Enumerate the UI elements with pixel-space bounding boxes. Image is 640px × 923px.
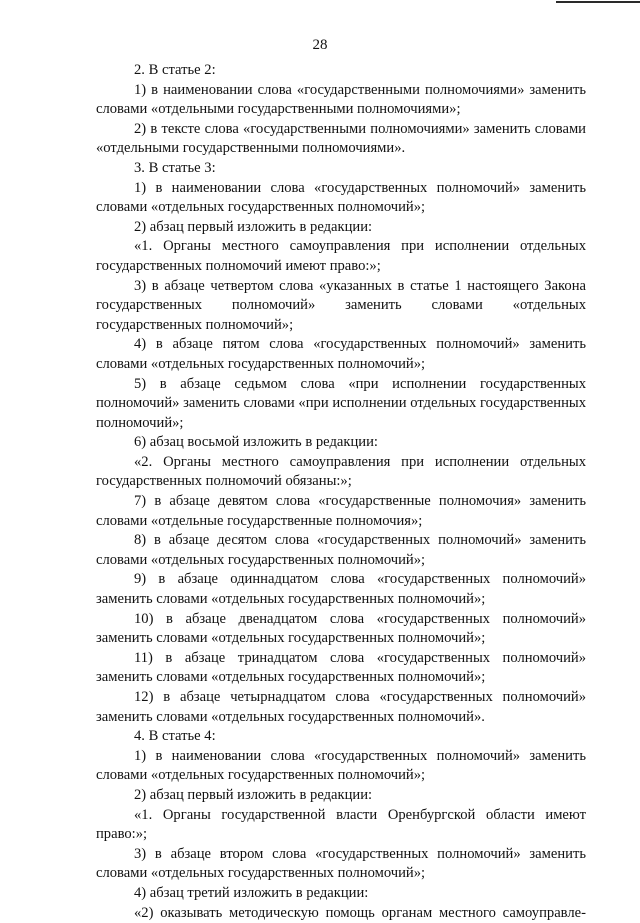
paragraph: 4) в абзаце пятом слова «государственных полномочий» заменить словами «отдельных государственных полномочий»; (96, 336, 586, 372)
paragraph: 2) абзац первый изложить в редакции: (134, 786, 373, 803)
paragraph: 1) в наименовании слова «государственных полномочий» заменить словами «отдельных государственных полномочий»; (96, 179, 586, 216)
page-number: 28 (312, 37, 328, 53)
paragraph: «2. Органы местного самоуправления при исполнении отдельных государственных полномочий обязаны:»; (96, 453, 586, 490)
paragraph-continued: «2) оказывать методическую помощь органам местного самоуправле- (134, 904, 586, 921)
paragraph: 1) в наименовании слова «государственными полномочиями» заменить словами «отдельными государственными полномочиями»; (96, 81, 586, 118)
paragraph: 3) в абзаце четвертом слова «указанных в статье 1 настоящего Закона государственных полномочий» заменить словами «отдельных государственных полномочий»; (96, 277, 586, 333)
paragraph: 2. В статье 2: (134, 62, 216, 78)
paragraph: 12) в абзаце четырнадцатом слова «государственных полномочий» заменить словами «отдельных государственных полномочий». (96, 689, 586, 725)
paragraph: 10) в абзаце двенадцатом слова «государственных полномочий» заменить словами «отдельных государственных полномочий»; (96, 610, 586, 647)
document-body (96, 61, 586, 923)
paragraph: 7) в абзаце девятом слова «государственные полномочия» заменить словами «отдельные государственные полномочия»; (96, 493, 586, 529)
top-border-line (556, 1, 640, 3)
paragraph: 3. В статье 3: (134, 159, 216, 176)
paragraph: «1. Органы местного самоуправления при исполнении отдельных государственных полномочий имеют право:»; (96, 238, 586, 274)
paragraph: «1. Органы государственной власти Оренбургской области имеют право:»; (96, 806, 586, 843)
paragraph: 9) в абзаце одиннадцатом слова «государственных полномочий» заменить словами «отдельных государственных полномочий»; (96, 571, 586, 608)
paragraph: 2) в тексте слова «государственными полномочиями» заменить словами «отдельными государственными полномочиями». (96, 120, 586, 157)
paragraph: 11) в абзаце тринадцатом слова «государственных полномочий» заменить словами «отдельных государственных полномочий»; (96, 649, 586, 686)
paragraph: 4) абзац третий изложить в редакции: (134, 884, 369, 901)
top-border (0, 0, 640, 3)
paragraph: 1) в наименовании слова «государственных полномочий» заменить словами «отдельных государственных полномочий»; (96, 747, 586, 784)
paragraph: 3) в абзаце втором слова «государственных полномочий» заменить словами «отдельных государственных полномочий»; (96, 845, 586, 882)
paragraph: 8) в абзаце десятом слова «государственных полномочий» заменить словами «отдельных государственных полномочий»; (96, 532, 586, 568)
paragraph: 4. В статье 4: (134, 728, 216, 745)
paragraph: 5) в абзаце седьмом слова «при исполнении государственных полномочий» заменить словами «при исполнении отдельных государственных полномочий»; (96, 375, 586, 431)
paragraph: 2) абзац первый изложить в редакции: (134, 218, 373, 235)
paragraph: 6) абзац восьмой изложить в редакции: (134, 434, 378, 451)
